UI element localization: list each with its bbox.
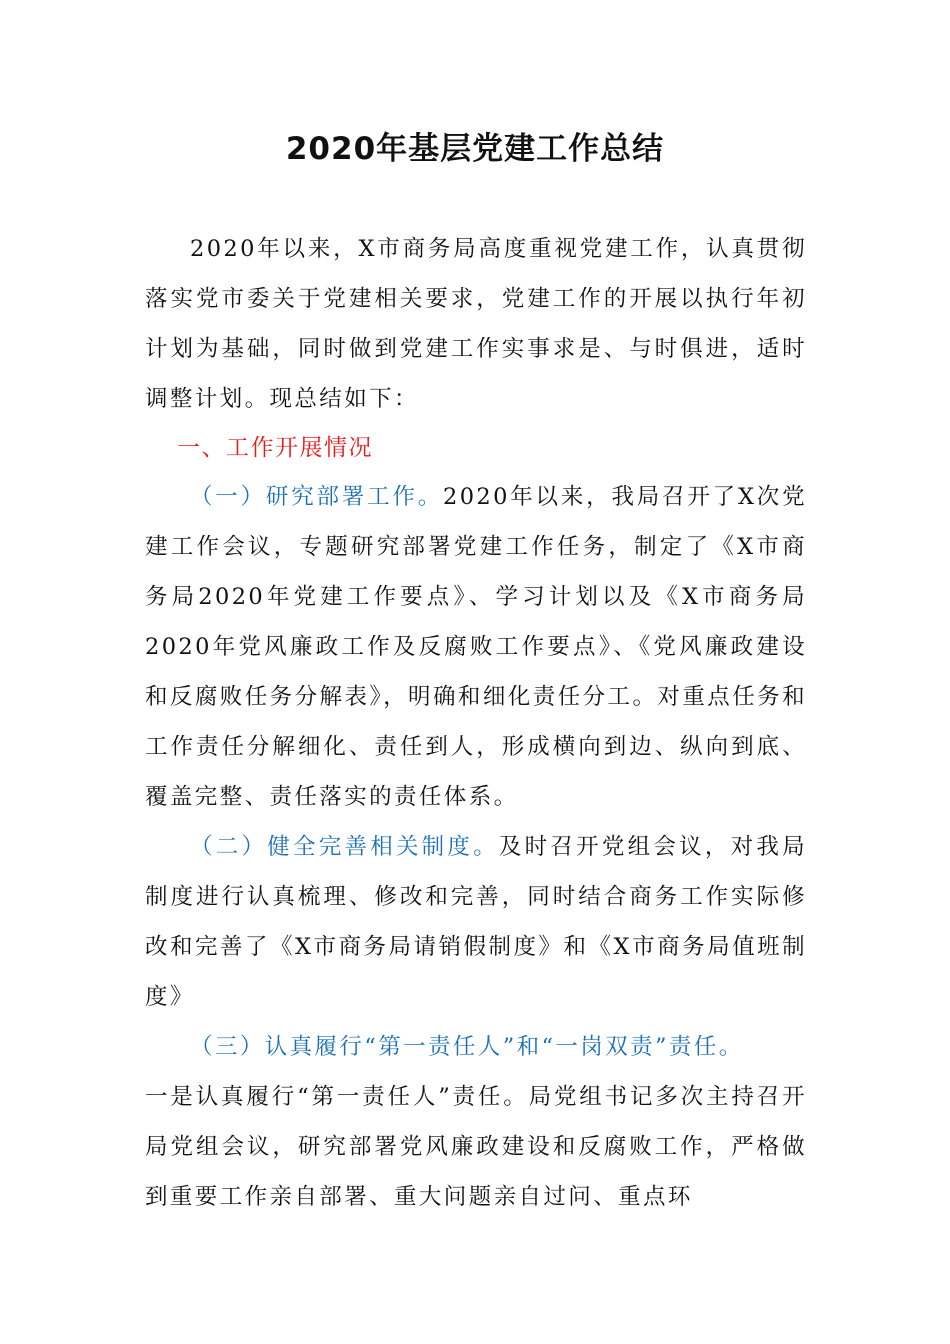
item-3-heading: （三）认真履行“第一责任人”和“一岗双责”责任。 <box>190 1034 744 1060</box>
item-3-heading-paragraph <box>145 1022 807 1072</box>
intro-paragraph: 2020年以来，X市商务局高度重视党建工作，认真贯彻落实党市委关于党建相关要求，党建工作的开展以执行年初计划为基础，同时做到党建工作实事求是、与时俱进，适时调整计划。现总结如下： <box>145 236 807 412</box>
item-3-text: 一是认真履行“第一责任人”责任。局党组书记多次主持召开局党组会议，研究部署党风廉政建设和反腐败工作，严格做到重要工作亲自部署、重大问题亲自过问、重点环 <box>145 1084 807 1210</box>
item-1-heading: （一）研究部署工作。 <box>190 484 443 510</box>
item-2-heading: （二）健全完善相关制度。 <box>190 834 499 860</box>
item-1-paragraph <box>145 472 807 822</box>
item-2-paragraph <box>145 822 807 1022</box>
item-1-text: 2020年以来，我局召开了X次党建工作会议，专题研究部署党建工作任务，制定了《X市商务局2020年党建工作要点》、学习计划以及《X市商务局2020年党风廉政工作及反腐败工作要点》、《党风廉政建设和反腐败任务分解表》，明确和细化责任分工。对重点任务和工作责任分解细化、责任到人，形成横向到边、纵向到底、覆盖完整、责任落实的责任体系。 <box>145 484 807 810</box>
section-heading: 一、工作开展情况 <box>177 435 373 461</box>
document-body <box>145 224 807 1222</box>
item-2-text: 及时召开党组会议，对我局制度进行认真梳理、修改和完善，同时结合商务工作实际修改和完善了《X市商务局请销假制度》和《X市商务局值班制度》 <box>145 834 807 1010</box>
document-title: 2020年基层党建工作总结 <box>285 131 665 167</box>
